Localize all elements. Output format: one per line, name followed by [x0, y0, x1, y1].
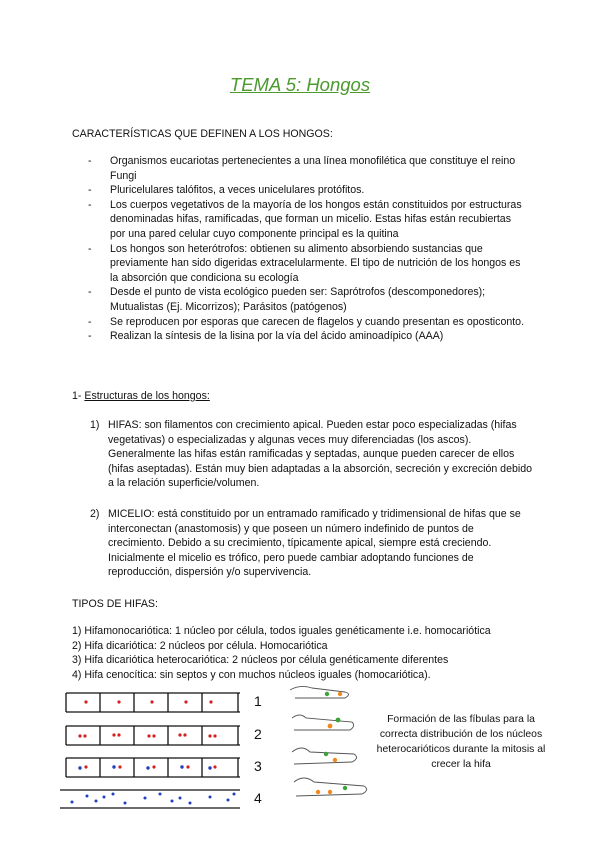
structure-hifas: [90, 418, 532, 491]
row-label: 4: [254, 790, 262, 806]
page-title: TEMA 5: Hongos: [229, 74, 371, 95]
item-text: MICELIO: está constituido por un entramado ramificado y tridimensional de hifas que se interconectan (anastomosis) y que poseen un número indefinido de puntos de crecimiento. Debido a su crecimiento, típicamente apical, siempre está creciendo. Inicialmente el micelio es trófico, pero puede cambiar adoptando funciones de reproducción, dispersión y/o supervivencia.: [108, 508, 521, 579]
list-item: 3) Hifa dicariótica heterocariótica: 2 núcleos por célula genéticamente diferentes: [72, 654, 449, 667]
tipos-heading: TIPOS DE HIFAS:: [72, 598, 158, 610]
section-prefix: 1-: [72, 390, 85, 402]
item-text: HIFAS: son filamentos con crecimiento apical. Pueden estar poco especializadas (hifas vegetativas) o especializadas y algunas veces muy diferenciadas (los ascos). Generalmente las hifas están ramificadas y septadas, aunque pueden carecer de ellos (hifas aseptadas). Están muy bien adaptadas a la absorción, secreción y excreción debido a la relación superficie/volumen.: [108, 419, 532, 490]
row-label: 2: [254, 726, 262, 742]
list-item: [90, 507, 532, 580]
hypha-types-list: [72, 624, 552, 682]
list-item: - Los cuerpos vegetativos de la mayoría de los hongos están constituidos por estructuras denominadas hifas, ramificadas, que forman un micelio. Estas hifas están recubiertas por una pared celular cuyo componente principal es la quitina: [86, 198, 526, 242]
list-item: - Organismos eucariotas pertenecientes a una línea monofilética que constituye el reino Fungi: [86, 154, 526, 183]
list-item: 2) Hifa dicariótica: 2 núcleos por célula. Homocariótica: [72, 639, 328, 652]
row-label: 1: [254, 693, 262, 709]
intro-heading: CARACTERÍSTICAS QUE DEFINEN A LOS HONGOS:: [72, 128, 333, 140]
characteristics-list: [86, 154, 526, 344]
list-item: - Realizan la síntesis de la lisina por la vía del ácido aminoadípico (AAA): [86, 329, 526, 344]
list-item: [90, 418, 532, 491]
section-heading: [72, 389, 542, 404]
item-number: 1): [90, 419, 100, 431]
row-label: 3: [254, 758, 262, 774]
structure-micelio: [90, 507, 532, 580]
list-item: 1) Hifamonocariótica: 1 núcleo por célula, todos iguales genéticamente i.e. homocariótica: [72, 625, 491, 637]
section-title: Estructuras de los hongos:: [84, 390, 210, 402]
diagram-caption: Formación de las fíbulas para la correcta distribución de los núcleos heterocarióticos durante la mitosis al crecer la hifa: [376, 714, 546, 770]
list-item: - Se reproducen por esporas que carecen de flagelos y cuando presentan es oposticonto.: [86, 315, 526, 330]
list-item: 4) Hifa cenocítica: sin septos y con muchos núcleos iguales (homocariótica).: [72, 668, 431, 681]
list-item: - Los hongos son heterótrofos: obtienen su alimento absorbiendo sustancias que previamente han sido digeridas extracelularmente. El tipo de nutrición de los hongos es la absorción que condiciona su ecología: [86, 242, 526, 286]
item-number: 2): [90, 508, 100, 520]
list-item: - Pluricelulares talófitos, a veces unicelulares protófitos.: [86, 183, 526, 198]
list-item: - Desde el punto de vista ecológico pueden ser: Saprótrofos (descomponedores); Mutualistas (Ej. Micorrizos); Parásitos (patógenos): [86, 285, 526, 314]
